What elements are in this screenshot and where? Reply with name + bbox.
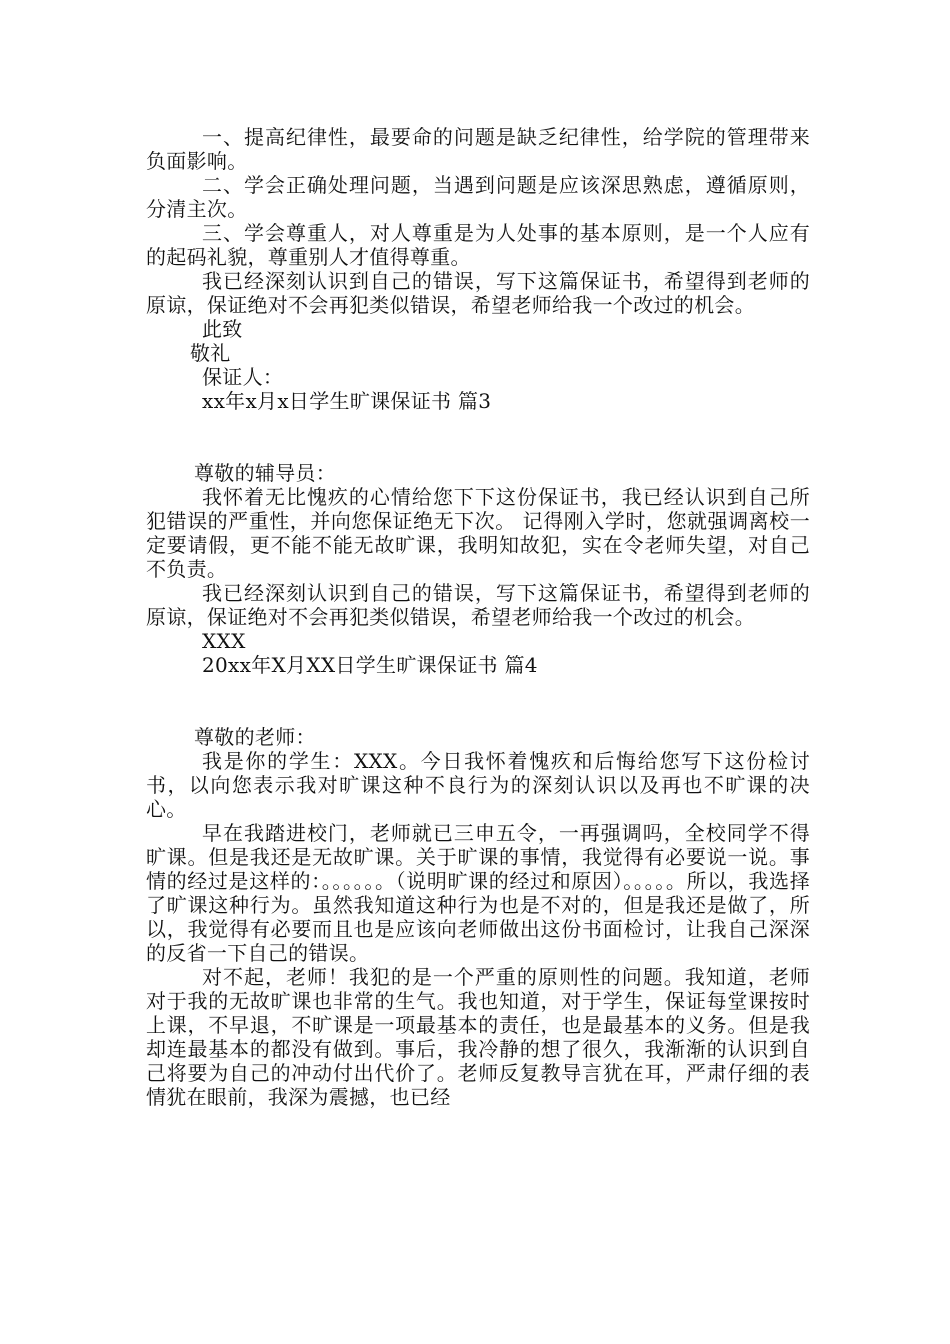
- paragraph-discipline: 一、提高纪律性，最要命的问题是缺乏纪律性，给学院的管理带来负面影响。: [146, 125, 810, 173]
- paragraph-story-teacher: 早在我踏进校门，老师就已三申五令，一再强调吗，全校同学不得旷课。但是我还是无故旷课。关于旷课的事情，我觉得有必要说一说。事情的经过是这样的：。。。。。。（说明旷课的经过和原因）。。。。。所以，我选择了旷课这种行为。虽然我知道这种行为也是不对的，但是我还是做了，所以，我觉得有必要而且也是应该向老师做出这份书面检讨，让我自己深深的反省一下自己的错误。: [146, 821, 810, 965]
- date-and-section-title-4: 20xx年X月XX日学生旷课保证书 篇4: [202, 653, 538, 677]
- section-gap: [146, 677, 810, 725]
- paragraph-reflection-teacher: 对不起，老师！我犯的是一个严重的原则性的问题。我知道，老师对于我的无故旷课也非常的生气。我也知道，对于学生，保证每堂课按时上课，不早退，不旷课是一项最基本的责任，也是最基本的义务。但是我却连最基本的都没有做到。事后，我冷静的想了很久，我渐渐的认识到自己将要为自己的冲动付出代价了。老师反复教导言犹在耳，严肃仔细的表情犹在眼前，我深为震撼，也已经: [146, 965, 810, 1109]
- paragraph-promise-counselor: 我已经深刻认识到自己的错误，写下这篇保证书，希望得到老师的原谅，保证绝对不会再犯类似错误，希望老师给我一个改过的机会。: [146, 581, 810, 629]
- paragraph-apology-counselor: 我怀着无比愧疚的心情给您下下这份保证书，我已经认识到自己所犯错误的严重性，并向您保证绝无下次。 记得刚入学时，您就强调离校一定要请假，更不能不能无故旷课，我明知故犯，实在令老师失望，对自己不负责。: [146, 485, 810, 581]
- closing-jingli: 敬礼: [190, 341, 231, 365]
- signer-label: 保证人：: [202, 365, 284, 389]
- date-and-section-title-3: xx年x月x日学生旷课保证书 篇3: [202, 389, 492, 413]
- salutation-counselor: 尊敬的辅导员：: [194, 461, 337, 485]
- paragraph-respect: 三、学会尊重人，对人尊重是为人处事的基本原则，是一个人应有的起码礼貌，尊重别人才值得尊重。: [146, 221, 810, 269]
- document-body: [146, 125, 810, 1109]
- paragraph-handle-problems: 二、学会正确处理问题，当遇到问题是应该深思熟虑，遵循原则，分清主次。: [146, 173, 810, 221]
- paragraph-promise: 我已经深刻认识到自己的错误，写下这篇保证书，希望得到老师的原谅，保证绝对不会再犯类似错误，希望老师给我一个改过的机会。: [146, 269, 810, 317]
- salutation-teacher: 尊敬的老师：: [194, 725, 316, 749]
- paragraph-intro-teacher: 我是你的学生：XXX。今日我怀着愧疚和后悔给您写下这份检讨书，以向您表示我对旷课这种不良行为的深刻认识以及再也不旷课的决心。: [146, 749, 810, 821]
- closing-cizhi: 此致: [202, 317, 243, 341]
- section-gap: [146, 413, 810, 461]
- signer-name: XXX: [202, 629, 246, 653]
